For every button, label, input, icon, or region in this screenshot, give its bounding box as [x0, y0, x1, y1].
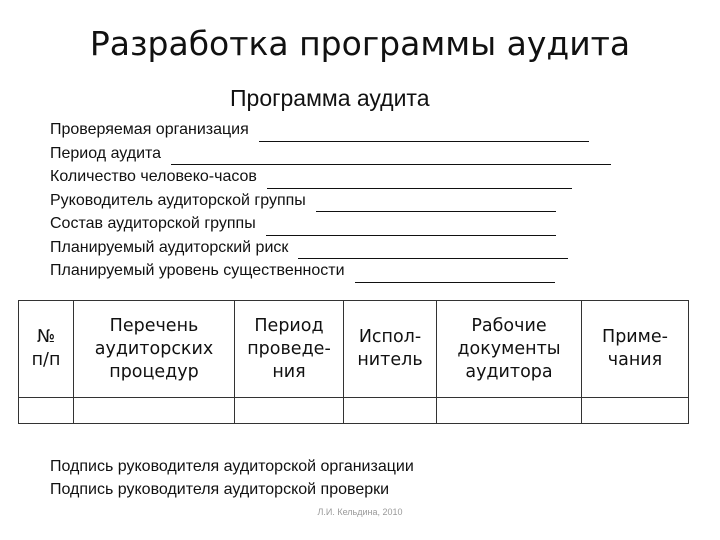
fill-in-line	[266, 218, 556, 236]
empty-cell	[74, 398, 235, 424]
empty-cell	[344, 398, 437, 424]
field-label: Состав аудиторской группы	[50, 215, 256, 232]
header-executor: Испол- нитель	[344, 301, 437, 398]
field-label: Планируемый уровень существенности	[50, 262, 345, 279]
program-fields	[50, 118, 611, 283]
fill-in-line	[316, 194, 556, 212]
field-label: Проверяемая организация	[50, 121, 249, 138]
signature-org-head: Подпись руководителя аудиторской организации	[50, 458, 414, 475]
fill-in-line	[298, 241, 568, 259]
empty-cell	[19, 398, 74, 424]
field-audited-organization	[50, 118, 611, 142]
program-subtitle: Программа аудита	[230, 85, 430, 111]
table-row	[19, 398, 689, 424]
field-group-members	[50, 212, 611, 236]
field-label: Руководитель аудиторской группы	[50, 191, 306, 209]
field-materiality-level	[50, 259, 611, 283]
fill-in-line	[267, 171, 572, 189]
field-group-leader	[50, 189, 611, 213]
field-label: Количество человеко-часов	[50, 168, 257, 185]
empty-cell	[437, 398, 582, 424]
field-label: Планируемый аудиторский риск	[50, 238, 289, 256]
field-audit-period	[50, 142, 611, 166]
field-man-hours	[50, 165, 611, 189]
fill-in-line	[259, 124, 589, 142]
signatures	[50, 455, 414, 501]
header-number: № п/п	[19, 301, 74, 398]
empty-cell	[582, 398, 689, 424]
header-working-docs: Рабочие документы аудитора	[437, 301, 582, 398]
empty-cell	[235, 398, 344, 424]
author-credit: Л.И. Кельдина, 2010	[317, 507, 403, 517]
header-notes: Приме- чания	[582, 301, 689, 398]
fill-in-line	[171, 147, 611, 165]
slide-title: Разработка программы аудита	[89, 24, 631, 63]
header-period: Период проведе- ния	[235, 301, 344, 398]
table-header-row	[19, 301, 689, 398]
header-procedures: Перечень аудиторских процедур	[74, 301, 235, 398]
fill-in-line	[355, 265, 555, 283]
audit-program-table	[18, 300, 689, 424]
field-label: Период аудита	[50, 144, 162, 162]
field-audit-risk	[50, 236, 611, 260]
signature-audit-head: Подпись руководителя аудиторской проверки	[50, 481, 390, 498]
